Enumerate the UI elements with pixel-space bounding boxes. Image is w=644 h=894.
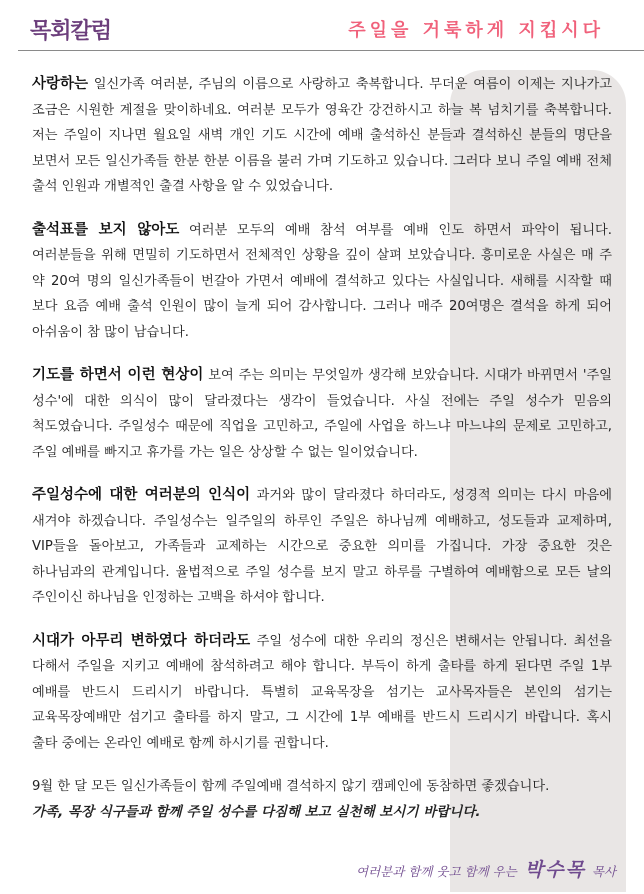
paragraph-lead: 주일성수에 대한 여러분의 인식이	[32, 487, 251, 503]
pastor-name: 박수목	[524, 859, 586, 881]
slogan: 주일을 거룩하게 지킵시다	[348, 20, 604, 41]
paragraph-text: 과거와 많이 달라졌다 하더라도, 성경적 의미는 다시 마음에 새겨야 하겠습니다. 주일성수는 일주일의 하루인 주일은 하나님께 예배하고, 성도들과 교제하며, VIP들을 돌아보고, 가족들과 교제하는 시간으로 중요한 의미를 가집니다. 가장 중요한 것은 하나님과의 관계입니다. 율법적으로 주일 성수를 보지 말고 하루를 구별하여 예배함으로 모든 날의 주인이신 하나님을 인정하는 고백을 하셔야 합니다.	[32, 488, 612, 605]
paragraph-lead: 시대가 아무리 변하였다 하더라도	[32, 632, 251, 649]
paragraph	[32, 483, 612, 611]
paragraph	[32, 629, 612, 757]
paragraph-text: 여러분 모두의 예배 참석 여부를 예배 인도 하면서 파악이 됩니다. 여러분들을 위해 면밀히 기도하면서 전체적인 상황을 깊이 살펴 보았습니다. 흥미로운 사실은 매 주 약 20여 명의 일신가족들이 번갈아 가면서 예배에 결석하고 있다는 사실입니다. 새해를 시작할 때 보다 요즘 예배 출석 인원이 많이 늘게 되어 감사합니다. 그러나 매주 20여명은 결석을 하게 되어 아쉬움이 참 많이 남습니다.	[32, 222, 612, 340]
campaign-notice: 9월 한 달 모든 일신가족들이 함께 주일예배 결석하지 않기 캠페인에 동참하면 좋겠습니다.	[32, 779, 550, 794]
paragraph	[32, 72, 612, 200]
paragraph-text: 주일 성수에 대한 우리의 정신은 변해서는 안됩니다. 최선을 다해서 주일을 지키고 예배에 참석하려고 해야 합니다. 부득이 하게 출타를 하게 된다면 주일 1부 예배를 반드시 드리시기 바랍니다. 특별히 교육목장을 섬기는 교사목자들은 본인의 섬기는 교육목장예배만 섬기고 출타를 하지 말고, 그 시간에 1부 예배를 반드시 드리시기 바랍니다. 혹시 출타 중에는 온라인 예배로 함께 하시기를 권합니다.	[32, 633, 612, 751]
pastor-title: 목사	[591, 864, 616, 879]
paragraph-text: 일신가족 여러분, 주님의 이름으로 사랑하고 축복합니다. 무더운 여름이 이제는 지나가고 조금은 시원한 계절을 맞이하네요. 여러분 모두가 영육간 강건하시고 하늘 복 넘치기를 축복합니다. 저는 주일이 지나면 월요일 새벽 개인 기도 시간에 예배 출석하신 분들과 결석하신 분들의 명단을 보면서 모든 일신가족들 한분 한분 이름을 불러 가며 기도하고 있습니다. 그러다 보니 주일 예배 전체 출석 인원과 개별적인 출결 사항을 알 수 있었습니다.	[32, 77, 612, 194]
header-divider	[18, 50, 644, 51]
header	[0, 0, 644, 52]
signature	[356, 855, 616, 882]
paragraph-text: 보여 주는 의미는 무엇일까 생각해 보았습니다. 시대가 바뀌면서 '주일 성수'에 대한 의식이 많이 달라졌다는 생각이 들었습니다. 사실 전에는 주일 성수가 믿음의 척도였습니다. 주일성수 때문에 직업을 고민하고, 주일에 사업을 하느냐 마느냐의 문제로 고민하고, 주일 예배를 빠지고 휴가를 가는 일은 상상할 수 없는 일이었습니다.	[32, 368, 612, 460]
column-body	[32, 72, 612, 825]
paragraph	[32, 363, 612, 465]
paragraph-lead: 출석표를 보지 않아도	[32, 221, 180, 238]
paragraph	[32, 218, 612, 346]
paragraph-lead: 사랑하는	[32, 76, 89, 92]
paragraph-lead: 기도를 하면서 이런 현상이	[32, 367, 204, 383]
signature-prefix: 여러분과 함께 웃고 함께 우는	[356, 864, 517, 879]
column-title: 목회칼럼	[30, 19, 112, 44]
closing-appeal: 가족, 목장 식구들과 함께 주일 성수를 다짐해 보고 실천해 보시기 바랍니다.	[32, 803, 481, 820]
